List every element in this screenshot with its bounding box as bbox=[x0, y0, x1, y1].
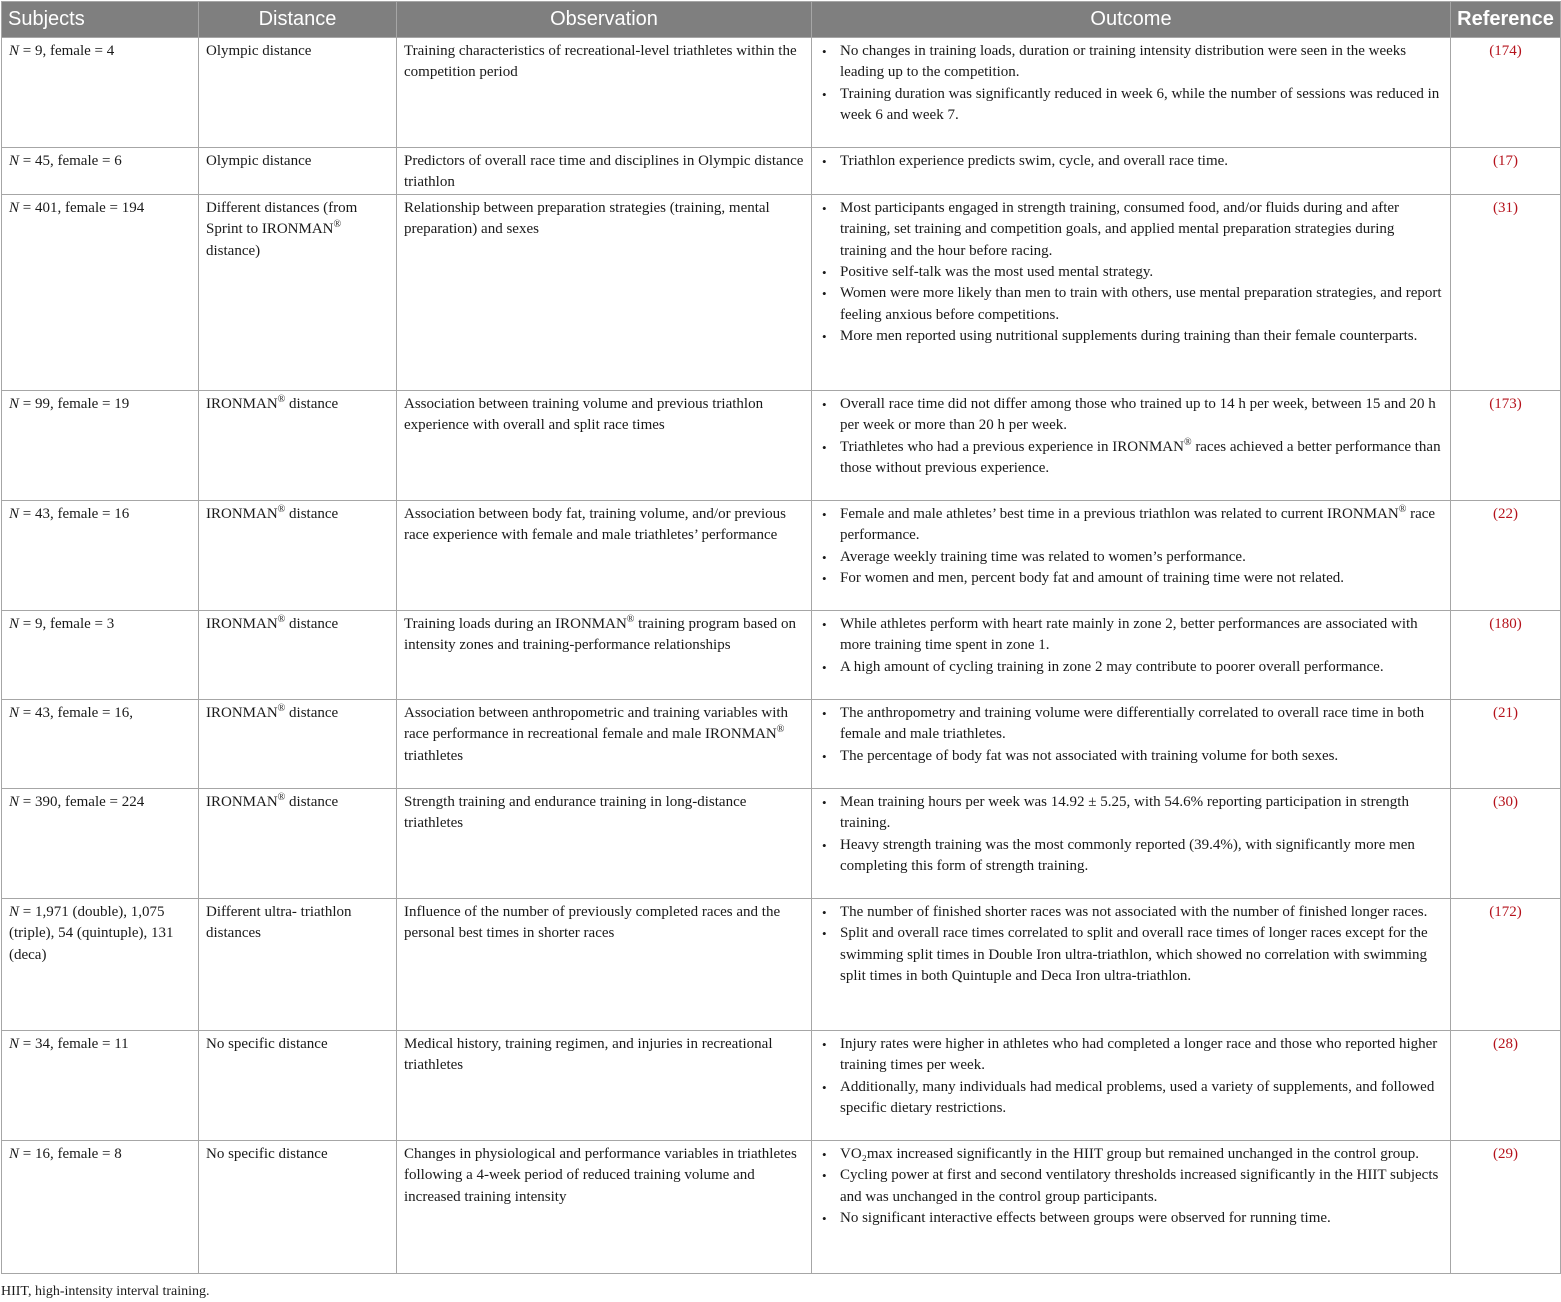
subjects-text: = 9, female = 4 bbox=[19, 43, 115, 59]
outcome-text: Triathlon experience predicts swim, cycle, and overall race time. bbox=[840, 153, 1229, 169]
cell-observation bbox=[397, 1030, 812, 1140]
observation-text: Predictors of overall race time and disciplines in Olympic distance triathlon bbox=[404, 153, 804, 191]
outcome-text: Heavy strength training was the most commonly reported (39.4%), with significantly more men completing this form of strength training. bbox=[840, 836, 1415, 875]
distance-text-suffix: distance bbox=[285, 793, 339, 810]
subjects-text: = 45, female = 6 bbox=[19, 153, 122, 169]
cell-outcome bbox=[812, 1140, 1451, 1273]
distance-text-suffix: distance) bbox=[206, 242, 261, 259]
cell-reference bbox=[1451, 390, 1561, 500]
cell-subjects bbox=[2, 194, 199, 390]
subjects-text: = 401, female = 194 bbox=[19, 199, 145, 216]
table-row bbox=[2, 610, 1561, 699]
table-row bbox=[2, 500, 1561, 610]
cell-outcome bbox=[812, 699, 1451, 788]
outcome-text: Mean training hours per week was 14.92 ± 5.25, with 54.6% reporting participation in strength training. bbox=[840, 793, 1409, 832]
outcome-item bbox=[819, 568, 1443, 589]
reference-link[interactable]: (28) bbox=[1493, 1035, 1518, 1052]
cell-outcome bbox=[812, 38, 1451, 148]
bullet-icon: • bbox=[822, 549, 827, 565]
table-row bbox=[2, 148, 1561, 195]
distance-text-suffix: distance bbox=[285, 615, 339, 632]
distance-text: No specific distance bbox=[206, 1035, 328, 1052]
cell-reference bbox=[1451, 788, 1561, 898]
bullet-icon: • bbox=[822, 44, 827, 59]
outcome-text: Women were more likely than men to train with others, use mental preparation strategies, and report feeling anxious before competitions. bbox=[840, 285, 1442, 323]
outcome-item bbox=[819, 326, 1443, 347]
outcome-item bbox=[819, 835, 1443, 878]
bullet-icon: • bbox=[822, 794, 827, 810]
bullet-icon: • bbox=[822, 506, 827, 522]
cell-reference bbox=[1451, 610, 1561, 699]
cell-subjects bbox=[2, 699, 199, 788]
cell-reference bbox=[1451, 699, 1561, 788]
subjects-n-symbol: N bbox=[9, 505, 20, 522]
registered-mark: ® bbox=[277, 702, 286, 714]
registered-mark: ® bbox=[776, 724, 785, 736]
outcome-text: Triathletes who had a previous experience in IRONMAN® races achieved a better performance than those without previous experience. bbox=[840, 436, 1441, 477]
cell-subjects bbox=[2, 788, 199, 898]
outcome-item bbox=[819, 283, 1443, 326]
distance-text: Different distances (from Sprint to IRONMAN bbox=[206, 199, 358, 238]
outcome-item bbox=[819, 1144, 1443, 1165]
bullet-icon: • bbox=[822, 616, 827, 632]
outcome-text: Injury rates were higher in athletes who had completed a longer race and those who reported higher training times per week. bbox=[840, 1035, 1438, 1074]
table-row bbox=[2, 38, 1561, 148]
table-footnote: HIIT, high-intensity interval training. bbox=[1, 1284, 210, 1299]
distance-text: Olympic distance bbox=[206, 43, 312, 59]
outcome-item bbox=[819, 746, 1443, 767]
outcome-text: Additionally, many individuals had medical problems, used a variety of supplements, and followed specific dietary restrictions. bbox=[840, 1078, 1435, 1117]
subjects-text: = 43, female = 16, bbox=[19, 704, 133, 721]
registered-mark: ® bbox=[1183, 436, 1192, 448]
cell-subjects bbox=[2, 610, 199, 699]
cell-observation bbox=[397, 148, 812, 195]
table-row bbox=[2, 898, 1561, 1030]
bullet-icon: • bbox=[822, 396, 827, 412]
bullet-icon: • bbox=[822, 286, 827, 302]
table-body bbox=[2, 38, 1561, 1274]
bullet-icon: • bbox=[822, 329, 827, 345]
outcome-item bbox=[819, 657, 1443, 678]
distance-text: IRONMAN bbox=[206, 615, 278, 632]
table-row bbox=[2, 1030, 1561, 1140]
subjects-text: = 34, female = 11 bbox=[19, 1035, 129, 1052]
cell-distance bbox=[199, 38, 397, 148]
header-row bbox=[2, 2, 1561, 38]
outcome-list bbox=[819, 41, 1443, 127]
outcome-text: No significant interactive effects between groups were observed for running time. bbox=[840, 1210, 1331, 1227]
cell-outcome bbox=[812, 148, 1451, 195]
cell-reference bbox=[1451, 38, 1561, 148]
cell-observation bbox=[397, 788, 812, 898]
distance-text-suffix: distance bbox=[285, 704, 339, 721]
cell-observation bbox=[397, 610, 812, 699]
outcome-list bbox=[819, 792, 1443, 878]
outcome-text: Split and overall race times correlated to split and overall race times of longer races except for the swimming split times in Double Iron ultra-triathlon, which showed no correlation with swimming split times in both Quintuple and Deca Iron ultra-triathlon. bbox=[840, 925, 1428, 985]
distance-text: IRONMAN bbox=[206, 704, 278, 721]
outcome-item bbox=[819, 84, 1443, 127]
cell-outcome bbox=[812, 390, 1451, 500]
outcome-item bbox=[819, 614, 1443, 657]
cell-distance bbox=[199, 898, 397, 1030]
outcome-text: Positive self-talk was the most used mental strategy. bbox=[840, 264, 1154, 281]
bullet-icon: • bbox=[822, 265, 827, 281]
outcome-text: Most participants engaged in strength training, consumed food, and/or fluids during and after training, set training and competition goals, and applied mental preparation strategies during training and the hour before racing. bbox=[840, 199, 1400, 259]
reference-link[interactable]: (174) bbox=[1489, 43, 1522, 59]
outcome-text: Female and male athletes’ best time in a previous triathlon was related to current IRONMAN® race performance. bbox=[840, 503, 1436, 544]
cell-observation bbox=[397, 1140, 812, 1273]
cell-outcome bbox=[812, 194, 1451, 390]
observation-text: Medical history, training regimen, and injuries in recreational triathletes bbox=[404, 1035, 773, 1074]
cell-subjects bbox=[2, 898, 199, 1030]
bullet-icon: • bbox=[822, 904, 827, 920]
outcome-item bbox=[819, 1208, 1443, 1229]
subjects-n-symbol: N bbox=[9, 1035, 20, 1052]
cell-outcome bbox=[812, 500, 1451, 610]
study-table bbox=[1, 1, 1561, 1274]
observation-text: Relationship between preparation strategies (training, mental preparation) and sexes bbox=[404, 199, 770, 238]
outcome-list bbox=[819, 151, 1443, 172]
outcome-text: For women and men, percent body fat and amount of training time were not related. bbox=[840, 570, 1345, 587]
observation-text: Association between body fat, training volume, and/or previous race experience with female and male triathletes’ performance bbox=[404, 505, 786, 544]
bullet-icon: • bbox=[822, 705, 827, 721]
subjects-n-symbol: N bbox=[9, 1145, 20, 1162]
cell-outcome bbox=[812, 610, 1451, 699]
subjects-text: = 9, female = 3 bbox=[19, 615, 115, 632]
outcome-item bbox=[819, 1034, 1443, 1077]
outcome-list bbox=[819, 614, 1443, 678]
registered-mark: ® bbox=[277, 791, 286, 803]
outcome-text: While athletes perform with heart rate mainly in zone 2, better performances are associated with more training time spent in zone 1. bbox=[840, 615, 1418, 654]
subjects-n-symbol: N bbox=[9, 704, 20, 721]
outcome-text: The anthropometry and training volume were differentially correlated to overall race time in both female and male triathletes. bbox=[840, 704, 1425, 743]
bullet-icon: • bbox=[822, 571, 827, 587]
table-row bbox=[2, 699, 1561, 788]
cell-outcome bbox=[812, 1030, 1451, 1140]
header-observation: Observation bbox=[397, 2, 812, 38]
table-row bbox=[2, 194, 1561, 390]
cell-observation bbox=[397, 38, 812, 148]
distance-text: IRONMAN bbox=[206, 395, 278, 412]
cell-distance bbox=[199, 1030, 397, 1140]
subjects-text: = 1,971 (double), 1,075 (triple), 54 (quintuple), 131 (deca) bbox=[9, 903, 174, 963]
cell-distance bbox=[199, 1140, 397, 1273]
distance-text-suffix: distance bbox=[285, 395, 339, 412]
bullet-icon: • bbox=[822, 439, 827, 455]
registered-mark: ® bbox=[277, 503, 286, 515]
outcome-list bbox=[819, 703, 1443, 767]
bullet-icon: • bbox=[822, 154, 827, 169]
reference-link[interactable]: (180) bbox=[1489, 615, 1522, 632]
outcome-item bbox=[819, 151, 1443, 172]
outcome-item bbox=[819, 394, 1443, 437]
observation-text: Association between anthropometric and training variables with race performance in recreational female and male IRONMAN® triathletes bbox=[404, 704, 789, 764]
distance-text: No specific distance bbox=[206, 1145, 328, 1162]
bullet-icon: • bbox=[822, 1211, 827, 1227]
header-reference: Reference bbox=[1451, 2, 1561, 38]
outcome-list bbox=[819, 394, 1443, 480]
outcome-item bbox=[819, 792, 1443, 835]
outcome-item bbox=[819, 1165, 1443, 1208]
outcome-list bbox=[819, 902, 1443, 988]
outcome-text: More men reported using nutritional supplements during training than their female counterparts. bbox=[840, 328, 1418, 345]
cell-subjects bbox=[2, 1030, 199, 1140]
reference-link[interactable]: (31) bbox=[1493, 199, 1518, 216]
outcome-item bbox=[819, 504, 1443, 547]
cell-observation bbox=[397, 500, 812, 610]
registered-mark: ® bbox=[277, 393, 286, 405]
cell-subjects bbox=[2, 148, 199, 195]
observation-text: Training loads during an IRONMAN® training program based on intensity zones and training-performance relationships bbox=[404, 613, 797, 654]
cell-subjects bbox=[2, 1140, 199, 1273]
cell-reference bbox=[1451, 1140, 1561, 1273]
cell-observation bbox=[397, 390, 812, 500]
cell-outcome bbox=[812, 898, 1451, 1030]
distance-text-suffix: distance bbox=[285, 505, 339, 522]
outcome-text: VO₂max increased significantly in the HIIT group but remained unchanged in the control group. bbox=[840, 1145, 1419, 1162]
header-subjects: Subjects bbox=[2, 2, 199, 38]
cell-reference bbox=[1451, 500, 1561, 610]
outcome-item bbox=[819, 41, 1443, 84]
bullet-icon: • bbox=[822, 1146, 827, 1162]
cell-subjects bbox=[2, 390, 199, 500]
cell-distance bbox=[199, 148, 397, 195]
outcome-list bbox=[819, 198, 1443, 348]
cell-distance bbox=[199, 699, 397, 788]
outcome-text: Cycling power at first and second ventilatory thresholds increased significantly in the HIIT subjects and was unchanged in the control group participants. bbox=[840, 1167, 1439, 1205]
outcome-item bbox=[819, 198, 1443, 262]
distance-text: IRONMAN bbox=[206, 505, 278, 522]
bullet-icon: • bbox=[822, 837, 827, 853]
reference-link[interactable]: (17) bbox=[1493, 153, 1518, 169]
observation-text: Strength training and endurance training in long-distance triathletes bbox=[404, 793, 747, 832]
reference-link[interactable]: (21) bbox=[1493, 704, 1518, 721]
outcome-item bbox=[819, 262, 1443, 283]
reference-link[interactable]: (30) bbox=[1493, 793, 1518, 810]
cell-reference bbox=[1451, 148, 1561, 195]
subjects-text: = 99, female = 19 bbox=[19, 395, 130, 412]
outcome-text: Average weekly training time was related to women’s performance. bbox=[840, 548, 1246, 565]
outcome-item bbox=[819, 437, 1443, 480]
cell-observation bbox=[397, 699, 812, 788]
outcome-item bbox=[819, 1077, 1443, 1120]
cell-observation bbox=[397, 898, 812, 1030]
cell-distance bbox=[199, 500, 397, 610]
registered-mark: ® bbox=[277, 613, 286, 625]
subjects-n-symbol: N bbox=[9, 615, 20, 632]
table-row bbox=[2, 390, 1561, 500]
outcome-list bbox=[819, 504, 1443, 590]
outcome-text: The percentage of body fat was not associated with training volume for both sexes. bbox=[840, 747, 1339, 764]
bullet-icon: • bbox=[822, 1168, 827, 1184]
outcome-list bbox=[819, 1144, 1443, 1230]
subjects-text: = 390, female = 224 bbox=[19, 793, 145, 810]
cell-observation bbox=[397, 194, 812, 390]
subjects-n-symbol: N bbox=[9, 903, 20, 920]
outcome-text: A high amount of cycling training in zone 2 may contribute to poorer overall performance. bbox=[840, 658, 1384, 675]
outcome-item bbox=[819, 902, 1443, 923]
reference-link[interactable]: (22) bbox=[1493, 505, 1518, 522]
outcome-item bbox=[819, 703, 1443, 746]
outcome-text: The number of finished shorter races was not associated with the number of finished longer races. bbox=[840, 903, 1428, 920]
table-row bbox=[2, 788, 1561, 898]
subjects-n-symbol: N bbox=[9, 153, 20, 169]
cell-reference bbox=[1451, 898, 1561, 1030]
bullet-icon: • bbox=[822, 86, 827, 102]
header-outcome: Outcome bbox=[812, 2, 1451, 38]
bullet-icon: • bbox=[822, 926, 827, 942]
cell-reference bbox=[1451, 194, 1561, 390]
subjects-n-symbol: N bbox=[9, 395, 20, 412]
reference-link[interactable]: (29) bbox=[1493, 1145, 1518, 1162]
observation-text: Association between training volume and previous triathlon experience with overall and split race times bbox=[404, 395, 764, 434]
bullet-icon: • bbox=[822, 200, 827, 216]
cell-subjects bbox=[2, 500, 199, 610]
registered-mark: ® bbox=[1398, 503, 1407, 515]
header-distance: Distance bbox=[199, 2, 397, 38]
cell-distance bbox=[199, 194, 397, 390]
cell-distance bbox=[199, 390, 397, 500]
subjects-n-symbol: N bbox=[9, 199, 20, 216]
observation-text: Changes in physiological and performance variables in triathletes following a 4-week period of reduced training volume and increased training intensity bbox=[404, 1145, 797, 1205]
cell-reference bbox=[1451, 1030, 1561, 1140]
table-row bbox=[2, 1140, 1561, 1273]
subjects-n-symbol: N bbox=[9, 43, 20, 59]
observation-text: Influence of the number of previously completed races and the personal best times in shorter races bbox=[404, 903, 781, 942]
subjects-text: = 16, female = 8 bbox=[19, 1145, 122, 1162]
bullet-icon: • bbox=[822, 1079, 827, 1095]
distance-text: IRONMAN bbox=[206, 793, 278, 810]
cell-distance bbox=[199, 610, 397, 699]
reference-link[interactable]: (172) bbox=[1489, 903, 1522, 920]
distance-text: Olympic distance bbox=[206, 153, 312, 169]
reference-link[interactable]: (173) bbox=[1489, 395, 1522, 412]
outcome-list bbox=[819, 1034, 1443, 1120]
cell-subjects bbox=[2, 38, 199, 148]
outcome-item bbox=[819, 547, 1443, 568]
bullet-icon: • bbox=[822, 748, 827, 764]
outcome-text: Overall race time did not differ among those who trained up to 14 h per week, between 15 and 20 h per week or more than 20 h per week. bbox=[840, 395, 1436, 434]
bullet-icon: • bbox=[822, 1036, 827, 1052]
registered-mark: ® bbox=[333, 219, 342, 231]
observation-text: Training characteristics of recreational-level triathletes within the competition period bbox=[404, 43, 797, 81]
registered-mark: ® bbox=[626, 613, 635, 625]
subjects-text: = 43, female = 16 bbox=[19, 505, 130, 522]
outcome-text: No changes in training loads, duration or training intensity distribution were seen in the weeks leading up to the competition. bbox=[840, 43, 1407, 81]
subjects-n-symbol: N bbox=[9, 793, 20, 810]
distance-text: Different ultra- triathlon distances bbox=[206, 903, 352, 942]
outcome-item bbox=[819, 923, 1443, 987]
outcome-text: Training duration was significantly reduced in week 6, while the number of sessions was reduced in week 6 and week 7. bbox=[840, 85, 1440, 124]
cell-outcome bbox=[812, 788, 1451, 898]
cell-distance bbox=[199, 788, 397, 898]
bullet-icon: • bbox=[822, 659, 827, 675]
